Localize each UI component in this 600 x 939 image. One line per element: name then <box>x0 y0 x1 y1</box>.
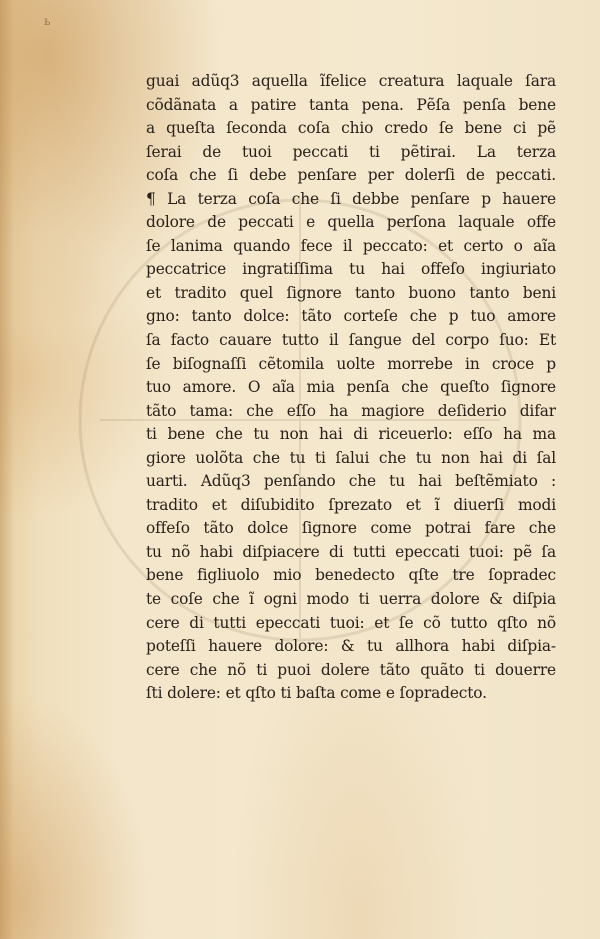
text-line: uarti. Adũq3 penſando che tu hai beſtẽmiato : <box>146 472 556 491</box>
text-line: ti bene che tu non hai di riceuerlo: eſſo ha ma <box>146 425 556 444</box>
text-line: ſa facto cauare tutto il ſangue del corpo ſuo: Et <box>146 331 556 350</box>
text-line: offeſo tãto dolce ſignore come potrai fare che <box>146 519 556 538</box>
text-line: et tradito quel ſignore tanto buono tanto beni <box>146 283 556 302</box>
text-line: bene figliuolo mio benedecto qſte tre ſopradec <box>146 566 556 585</box>
text-line: tradito et diſubidito ſprezato et ĩ diuerſi modi <box>146 495 556 514</box>
text-line: ¶ La terza coſa che ſi debbe penſare p hauere <box>146 189 556 208</box>
text-line: giore uolõta che tu ti ſalui che tu non hai di ſal <box>146 448 556 467</box>
text-line: dolore de peccati e quella perſona laquale offe <box>146 213 556 232</box>
text-line: ſe lanima quando fece il peccato: et certo o aĩa <box>146 236 556 255</box>
text-line: ſe biſognaſſi cẽtomila uolte morrebe in croce p <box>146 354 556 373</box>
text-line: ſerai de tuoi peccati ti pẽtirai. La terza <box>146 142 556 161</box>
text-line: ſti dolere: et qſto ti baſta come e ſopradecto. <box>146 684 487 703</box>
text-line: a queſta ſeconda coſa chio credo ſe bene ci pẽ <box>146 119 556 138</box>
text-line: poteſſi hauere dolore: & tu allhora habi diſpia- <box>146 637 556 656</box>
text-line: te coſe che ĩ ogni modo ti uerra dolore & diſpia <box>146 590 556 609</box>
text-line: cõdãnata a patire tanta pena. Pẽſa penſa bene <box>146 95 556 114</box>
text-line: cere di tutti epeccati tuoi: et ſe cõ tutto qſto nõ <box>146 613 556 632</box>
corner-mark: ь <box>44 14 51 28</box>
text-line: tãto tama: che eſſo ha magiore deſiderio difar <box>146 401 556 420</box>
text-line: coſa che ſi debe penſare per dolerſi de peccati. <box>146 166 556 185</box>
text-line: guai adũq3 aquella ĩfelice creatura laquale ſara <box>146 72 556 90</box>
text-line: cere che nõ ti puoi dolere tãto quãto ti douerre <box>146 660 556 679</box>
text-line: gno: tanto dolce: tãto corteſe che p tuo amore <box>146 307 556 326</box>
text-line: tu nõ habi diſpiacere di tutti epeccati tuoi: pẽ ſa <box>146 542 556 561</box>
text-line: tuo amore. O aĩa mia penſa che queſto ſignore <box>146 378 556 397</box>
text-line: peccatrice ingratiſſima tu hai offeſo ingiuriato <box>146 260 556 279</box>
body-text <box>146 70 556 706</box>
